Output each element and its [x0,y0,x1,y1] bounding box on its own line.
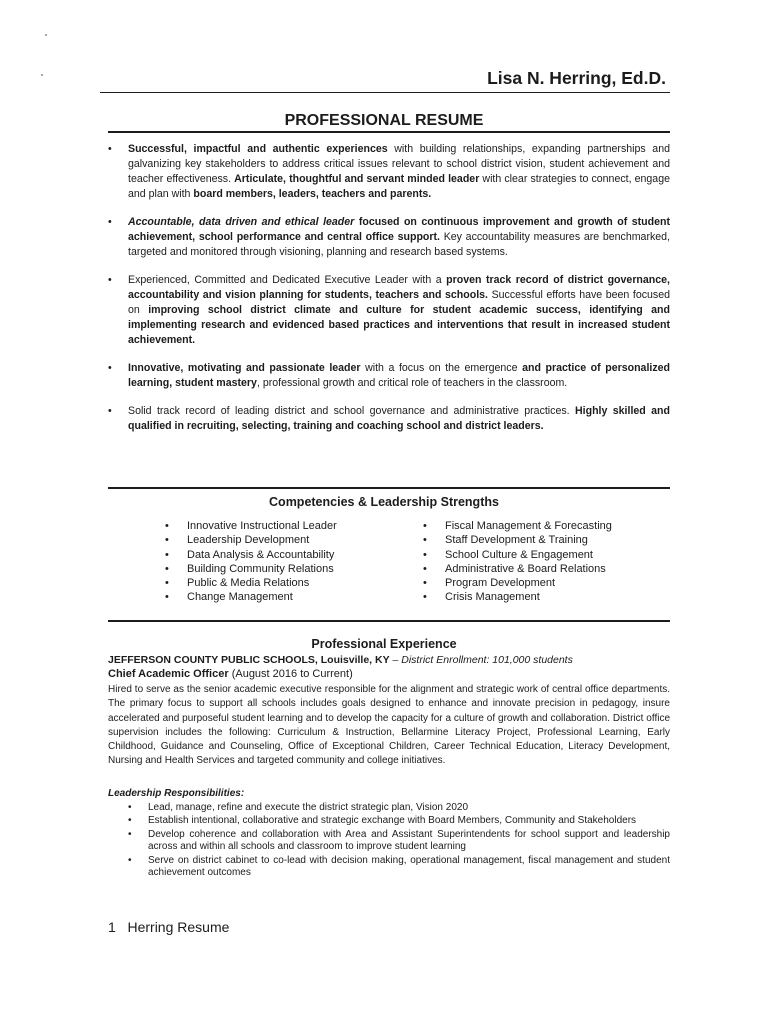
employer-name: JEFFERSON COUNTY PUBLIC SCHOOLS, Louisville, KY [108,654,390,666]
responsibility-item: • Establish intentional, collaborative and strategic exchange with Board Members, Community and Stakeholders [128,815,637,827]
bullet: • [108,216,112,228]
summary-text-run: Accountable, data driven and ethical leader [128,216,355,228]
summary-list [108,142,670,447]
competency-item: • Leadership Development [165,534,310,547]
summary-text-run: Articulate, thoughtful and servant minded leader [234,173,480,185]
competency-item: • Building Community Relations [165,562,334,575]
role-line [108,668,353,680]
responsibility-item: • Serve on district cabinet to co-lead with decision making, operational management, fiscal management and student achievement outcomes [128,854,670,879]
competency-item: • Administrative & Board Relations [423,562,606,575]
summary-text-run: , professional growth and critical role of teachers in the classroom. [256,377,568,389]
responsibilities-list [128,802,670,880]
section-divider [108,487,670,489]
page-title: PROFESSIONAL RESUME [284,112,484,129]
summary-text-run: Solid track record of leading district and school governance and administrative practices. [128,405,575,417]
summary-text-run: proven track record of district governance, accountability and vision planning for students, teachers and schools. [128,274,670,301]
summary-text-run: Highly skilled and qualified in recruiting, selecting, training and coaching school and district leaders. [128,405,670,432]
summary-text-run: improving school district climate and culture for student academic success, identifying and implementing research and evidenced based practices and interventions that result in increased student achievement. [128,304,670,346]
candidate-name: Lisa N. Herring, Ed.D. [487,68,666,88]
summary-text-run: board members, leaders, teachers and parents. [193,188,432,200]
summary-text-run: Innovative, motivating and passionate leader [128,362,361,374]
summary-text-run: Key accountability measures are benchmarked, targeted and monitored through visioning, planning and research based systems. [128,231,670,258]
title-divider [108,131,670,133]
bullet: • [108,362,112,374]
competencies-heading: Competencies & Leadership Strengths [269,495,499,509]
scan-speck [45,34,47,36]
district-enrollment: – District Enrollment: 101,000 students [389,654,573,666]
summary-text-run: with a focus on the emergence [360,362,523,374]
summary-item [108,361,670,391]
page-footer [108,919,229,935]
employer-line [108,654,573,666]
header-divider [100,92,670,93]
competency-item: • Data Analysis & Accountability [165,548,335,561]
competency-item: • School Culture & Engagement [423,548,593,561]
bullet: • [108,405,112,417]
summary-item [108,215,670,260]
summary-text-run: Experienced, Committed and Dedicated Executive Leader with a [128,274,447,286]
scan-speck [41,74,43,76]
bullet: • [108,274,112,286]
summary-item [108,142,670,202]
role-description: Hired to serve as the senior academic executive responsible for the alignment and strategic work of central office departments. The primary focus to support all schools includes goals designed to enhance and innovate precision in pedagogy, insure accelerated and purposeful student learning and to develop the capacity for a culture of growth and collaboration. District office supervision includes the following: Curriculum & Instruction, Bellarmine Literacy Project, Professional Learning, Early Childhood, Guidance and Counseling, Office of Exceptional Children, Career Technical Education, Literacy Development, Nursing and Health Services and targeted community and college initiatives. [108,684,670,767]
summary-text-run: and practice of personalized learning, student mastery [128,362,670,389]
competency-item: • Staff Development & Training [423,534,588,547]
competency-item: • Public & Media Relations [165,577,310,590]
summary-text-run: with building relationships, expanding partnerships and galvanizing key stakeholders to address critical issues relevant to school district vision, student achievement and teacher effectiveness. [128,143,670,185]
footer-label: Herring Resume [127,919,230,935]
summary-text-run: focused on continuous improvement and growth of student achievement, school performance and central office support. [128,216,670,243]
competencies-left-column [165,519,337,605]
summary-text-run: with clear strategies to connect, engage and plan with [128,173,670,200]
competency-item: • Innovative Instructional Leader [165,520,337,532]
summary-item [108,273,670,348]
page-number: 1 [108,919,116,935]
summary-item [108,404,670,434]
responsibility-item: • Lead, manage, refine and execute the district strategic plan, Vision 2020 [128,802,469,813]
bullet: • [108,143,112,155]
experience-heading: Professional Experience [311,637,457,651]
competencies-right-column [423,519,612,605]
responsibilities-label: Leadership Responsibilities: [108,788,245,799]
competency-item: • Change Management [165,591,293,604]
competency-item: • Crisis Management [423,591,540,604]
role-title: Chief Academic Officer [108,668,229,680]
competency-item: • Fiscal Management & Forecasting [423,520,612,532]
competency-item: • Program Development [423,577,556,590]
summary-text-run: Successful, impactful and authentic experiences [128,143,388,155]
role-dates: (August 2016 to Current) [228,668,353,680]
responsibility-item: • Develop coherence and collaboration with Area and Assistant Superintendents for school support and leadership across and within all schools and classroom to improve student learning [128,828,670,853]
summary-text-run: Successful efforts have been focused on [128,289,671,316]
section-divider [108,620,670,622]
